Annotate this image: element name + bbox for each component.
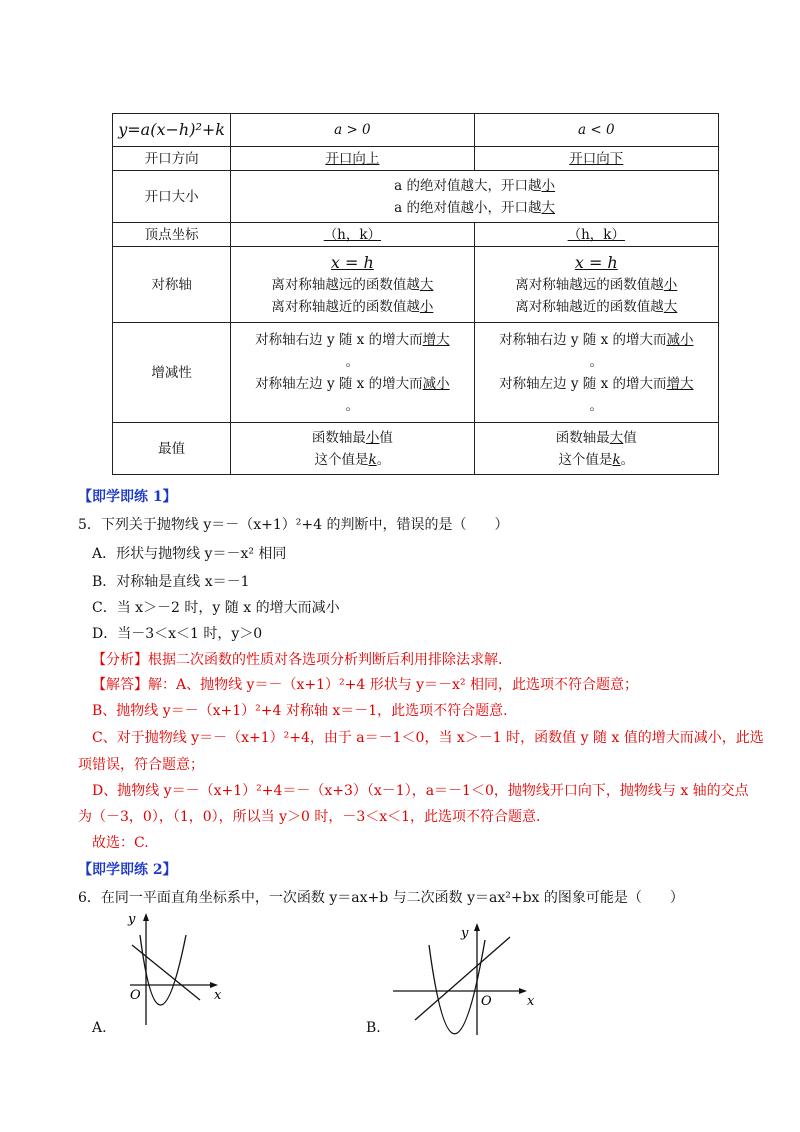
option-a: A．形状与抛物线 y＝－x² 相同	[92, 546, 287, 562]
graph-a-line	[132, 945, 200, 1000]
graph-b-y-arrow	[474, 923, 480, 931]
analysis: 【分析】根据二次函数的性质对各选项分析判断后利用排除法求解.	[92, 652, 503, 668]
row-label-direction: 开口方向	[113, 147, 231, 171]
row-label-vertex: 顶点坐标	[113, 223, 231, 247]
formula: y=a(x−h)²+k	[118, 119, 225, 139]
option-b: B．对称轴是直线 x＝－1	[92, 574, 250, 590]
graph-b	[385, 915, 545, 1040]
row-label-axis: 对称轴	[113, 247, 231, 323]
question-6: 6．在同一平面直角坐标系中，一次函数 y＝ax+b 与二次函数 y＝ax²+bx 的图象可能是（ ）	[78, 890, 684, 906]
answer-line-7: 故选：C.	[92, 835, 149, 851]
axis-eq-pos: x = h	[330, 252, 374, 272]
graph-b-x-label: x	[527, 994, 535, 1009]
graph-a-y-label: y	[128, 912, 136, 927]
axis-eq-neg: x = h	[574, 252, 618, 272]
row-label-extreme: 最值	[113, 423, 231, 475]
option-d: D．当－3＜x＜1 时，y＞0	[92, 626, 263, 642]
graph-a-origin: O	[130, 988, 141, 1003]
answer-line-4: 项错误，符合题意；	[78, 757, 204, 773]
answer-line-5: D、抛物线 y＝－（x+1）²+4＝－（x+3）（x－1），a＝－1＜0，抛物线开口向下，抛物线与 x 轴的交点	[92, 783, 749, 799]
row-label-size: 开口大小	[113, 171, 231, 223]
graph-a	[110, 905, 240, 1030]
question-5: 5．下列关于抛物线 y＝－（x+1）²+4 的判断中，错误的是（ ）	[78, 517, 509, 533]
row-label-monotonic: 增减性	[113, 323, 231, 423]
answer-line-6: 为（－3，0），（1，0），所以当 y＞0 时，－3＜x＜1，此选项不符合题意.	[78, 809, 541, 825]
header-a-negative: a < 0	[474, 114, 718, 147]
direction-pos: 开口向上	[325, 150, 380, 167]
answer-line-2: B、抛物线 y＝－（x+1）²+4 对称轴 x＝－1，此选项不符合题意.	[92, 703, 508, 719]
graph-a-option-label: A.	[92, 1020, 107, 1036]
parabola-properties-table: y=a(x−h)²+k a > 0 a < 0 开口方向 开口向上 开口向下 开口大小 a 的绝对值越大，开口越小 a 的绝对值越小，开口越大 顶点坐标 （h，k） （h，k） 对称轴 x = h 离对称轴越远的函数值越大 离对称轴越近的函数值越小 x = h 离对称轴越远的函数值越小 离对称轴越近的函数值越大 增减性 对称轴右边 y 随 x 的增大而增大 。 对称轴左边 y 随 x 的增大而减小 。 对称轴右边 y 随 x 的增大而减小 。 对称轴左边 y 随 x 的增大而增大 。 最值 函数轴最小值 这个值是k。 函数轴最大值 这个值是k。	[112, 113, 719, 475]
direction-neg: 开口向下	[569, 150, 624, 167]
formula-cell	[113, 114, 231, 147]
vertex-pos: （h，k）	[323, 226, 382, 243]
graph-a-y-arrow	[143, 913, 149, 921]
vertex-neg: （h，k）	[567, 226, 625, 243]
graph-b-y-label: y	[461, 926, 469, 941]
header-a-positive: a > 0	[231, 114, 474, 147]
practice1-heading: 【即学即练 1】	[78, 489, 177, 505]
graph-a-x-label: x	[214, 988, 222, 1003]
practice2-heading: 【即学即练 2】	[78, 862, 177, 878]
graph-b-option-label: B.	[366, 1020, 381, 1036]
answer-line-3: C、对于抛物线 y＝－（x+1）²+4，由于 a＝－1＜0，当 x＞－1 时，函数值 y 随 x 值的增大而减小，此选	[92, 730, 764, 746]
graph-b-x-arrow	[519, 988, 527, 994]
answer-line-1: 【解答】解：A、抛物线 y＝－（x+1）²+4 形状与 y＝－x² 相同，此选项不符合题意；	[92, 677, 639, 693]
size-cell: a 的绝对值越大，开口越小 a 的绝对值越小，开口越大	[231, 171, 719, 223]
graph-b-origin: O	[481, 994, 492, 1009]
option-c: C．当 x＞－2 时，y 随 x 的增大而减小	[92, 600, 340, 616]
